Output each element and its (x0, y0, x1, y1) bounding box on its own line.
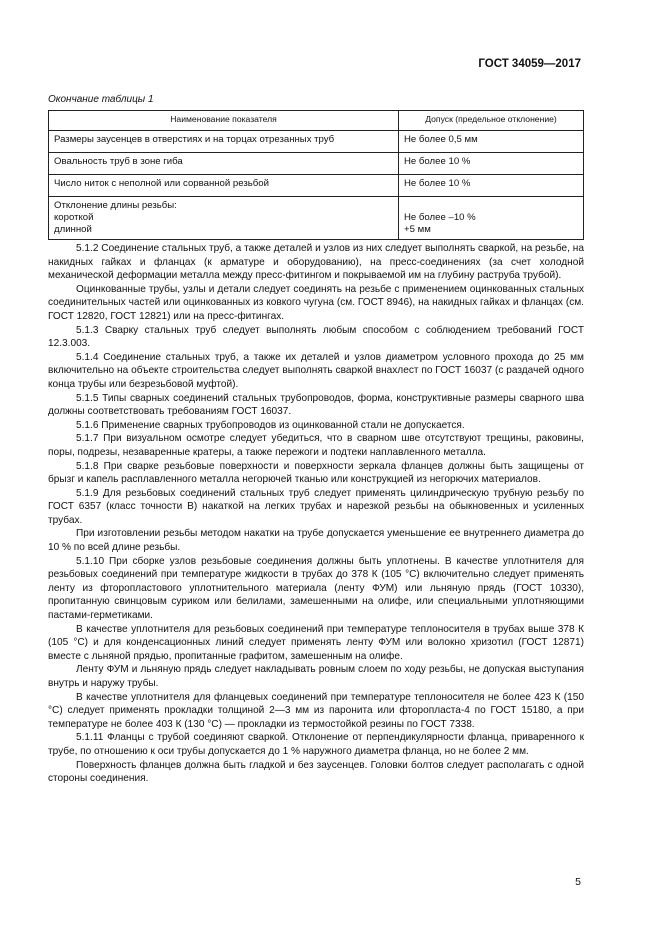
table-row (49, 131, 584, 153)
tolerance-table (48, 110, 584, 240)
paragraph: 5.1.8 При сварке резьбовые поверхности и поверхности зеркала фланцев должны быть защищены от брызг и капель расплавленного металла негорючей тканью или конструкцией из негорючих материалов. (48, 460, 584, 486)
paragraph: 5.1.6 Применение сварных трубопроводов из оцинкованной стали не допускается. (76, 419, 465, 431)
paragraph: 5.1.3 Сварку стальных труб следует выполнять любым способом с соблюдением требований ГОСТ 12.3.003. (48, 324, 584, 350)
body-text (48, 242, 584, 786)
paragraph: 5.1.10 При сборке узлов резьбовые соединения должны быть уплотнены. В качестве уплотнителя для резьбовых соединений при температуре жидкости в трубах до 378 К (105 °С) включительно следует применять ленту из фторопластового уплотнительного материала (ленту ФУМ) или льняную прядь (ГОСТ 10330), пропитанную свинцовым суриком или белилами, замешенными на олифе, или специальными уплотняющими пастами-герметиками. (48, 555, 584, 622)
table-row (49, 197, 584, 240)
table-header-row (49, 111, 584, 131)
paragraph: 5.1.5 Типы сварных соединений стальных трубопроводов, форма, конструктивные размеры сварного шва должны соответствовать требованиям ГОСТ 16037. (48, 392, 584, 418)
table-cell-value: Не более 10 % (399, 153, 584, 175)
paragraph: 5.1.2 Соединение стальных труб, а также деталей и узлов из них следует выполнять сваркой, на резьбе, на накидных гайках и фланцах (к арматуре и оборудованию), на пресс-соединениях (за счет холодной механической деформации металла между пресс-фитингом и покрываемой им на глубину раструба трубой). (48, 243, 584, 282)
paragraph: При изготовлении резьбы методом накатки на трубе допускается уменьшение ее внутреннего диаметра до 10 % по всей длине резьбы. (48, 528, 584, 554)
paragraph: 5.1.11 Фланцы с трубой соединяют сваркой. Отклонение от перпендикулярности фланца, приваренного к трубе, по отношению к оси трубы допускается до 1 % наружного диаметра фланца, но не более 2 мм. (48, 732, 584, 757)
paragraph: 5.1.9 Для резьбовых соединений стальных труб следует применять цилиндрическую трубную резьбу по ГОСТ 6357 (класс точности В) накаткой на легких трубах и нарезкой резьбы на обыкновенных и усиленных трубах. (48, 487, 584, 526)
document-id: ГОСТ 34059—2017 (478, 58, 581, 70)
paragraph: Ленту ФУМ и льняную прядь следует накладывать ровным слоем по ходу резьбы, не допуская выступания внутрь и наружу трубы. (48, 664, 584, 689)
table-row (49, 153, 584, 175)
page-number: 5 (575, 876, 581, 888)
table-cell-value: Не более 0,5 мм (399, 131, 584, 153)
table-cell-name: Отклонение длины резьбы: короткой длинной (49, 197, 399, 240)
table-cell-value: Не более –10 % +5 мм (399, 197, 584, 240)
paragraph: В качестве уплотнителя для резьбовых соединений при температуре теплоносителя в трубах выше 378 К (105 °С) и для конденсационных линий следует применять ленту ФУМ или волокно хризотил (ГОСТ 12871) вместе с льняной прядью, пропитанные графитом, замешенным на олифе. (48, 623, 584, 662)
table-row (49, 175, 584, 197)
table-caption: Окончание таблицы 1 (48, 94, 154, 105)
table-cell-value: Не более 10 % (399, 175, 584, 197)
table-cell-name: Овальность труб в зоне гиба (49, 153, 399, 175)
column-header-name: Наименование показателя (49, 111, 399, 131)
paragraph: 5.1.7 При визуальном осмотре следует убедиться, что в сварном шве отсутствуют трещины, раковины, поры, подрезы, незаваренные кратеры, а также пережоги и подтеки наплавленного металла. (48, 433, 584, 458)
paragraph: Поверхность фланцев должна быть гладкой и без заусенцев. Головки болтов следует располагать с одной стороны соединения. (48, 759, 584, 785)
paragraph: Оцинкованные трубы, узлы и детали следует соединять на резьбе с применением оцинкованных стальных соединительных частей или оцинкованных из ковкого чугуна (см. ГОСТ 8946), на накидных гайках и фланцах (см. ГОСТ 12820, ГОСТ 12821) или на пресс-фитингах. (48, 283, 584, 322)
column-header-tolerance: Допуск (предельное отклонение) (399, 111, 584, 131)
paragraph: В качестве уплотнителя для фланцевых соединений при температуре теплоносителя не более 423 К (150 °С) следует применять прокладки толщиной 2—3 мм из паронита или фторопласта-4 по ГОСТ 15180, а при температуре не более 403 К (130 °С) — прокладки из термостойкой резины по ГОСТ 7338. (48, 691, 584, 730)
table-cell-name: Размеры заусенцев в отверстиях и на торцах отрезанных труб (49, 131, 399, 153)
table-cell-name: Число ниток с неполной или сорванной резьбой (49, 175, 399, 197)
paragraph: 5.1.4 Соединение стальных труб, а также их деталей и узлов диаметром условного прохода до 25 мм включительно на объекте строительства следует выполнять сваркой внахлест по ГОСТ 16037 (с раздачей одного конца трубы или безрезьбовой муфтой). (48, 351, 584, 390)
